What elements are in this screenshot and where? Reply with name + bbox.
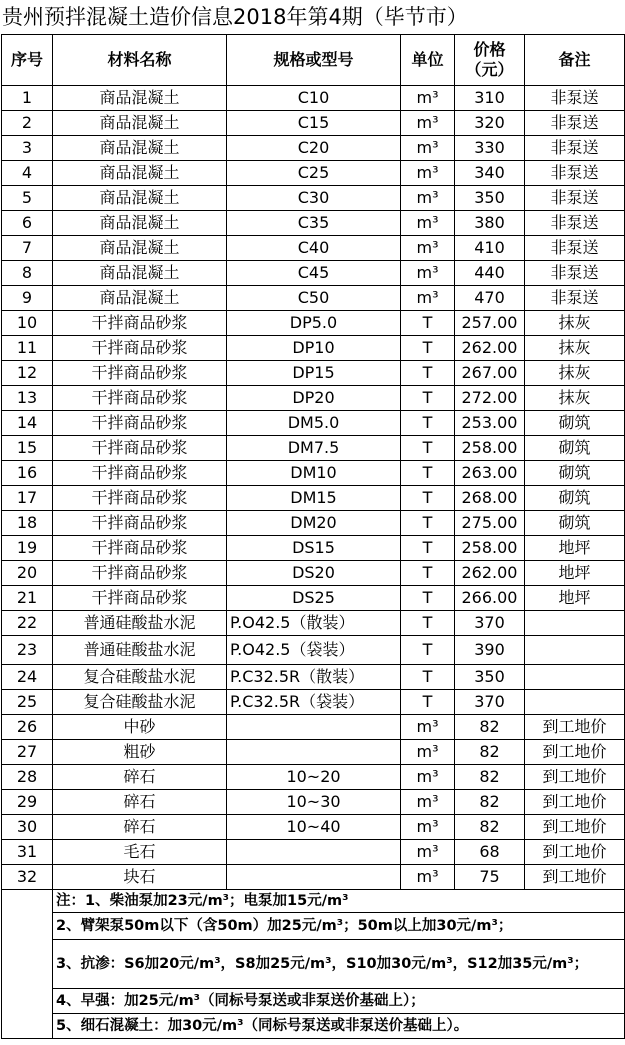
cell-price: 268.00 [455, 486, 525, 511]
cell-remark [525, 636, 625, 665]
cell-material-name: 干拌商品砂浆 [53, 336, 227, 361]
cell-no: 25 [2, 690, 53, 715]
cell-unit: m³ [401, 286, 455, 311]
cell-spec: DM10 [227, 461, 401, 486]
table-row [2, 311, 625, 336]
cell-price: 258.00 [455, 436, 525, 461]
cell-remark: 地坪 [525, 586, 625, 611]
cell-spec: P.C32.5R（袋装） [227, 690, 401, 715]
table-row [2, 136, 625, 161]
cell-unit: T [401, 486, 455, 511]
table-row [2, 561, 625, 586]
table-row [2, 111, 625, 136]
cell-price: 330 [455, 136, 525, 161]
cell-material-name: 干拌商品砂浆 [53, 511, 227, 536]
price-table [1, 34, 625, 1039]
table-row [2, 815, 625, 840]
cell-spec: DP10 [227, 336, 401, 361]
cell-material-name: 商品混凝土 [53, 86, 227, 111]
cell-material-name: 商品混凝土 [53, 186, 227, 211]
header-spec: 规格或型号 [227, 35, 401, 86]
notes-row [2, 940, 625, 989]
cell-price: 82 [455, 790, 525, 815]
cell-price: 68 [455, 840, 525, 865]
cell-spec [227, 840, 401, 865]
table-row [2, 261, 625, 286]
cell-material-name: 干拌商品砂浆 [53, 411, 227, 436]
cell-price: 370 [455, 611, 525, 636]
cell-unit: T [401, 611, 455, 636]
cell-spec: C10 [227, 86, 401, 111]
cell-remark: 到工地价 [525, 765, 625, 790]
header-price: 价格（元） [455, 35, 525, 86]
cell-no: 15 [2, 436, 53, 461]
cell-material-name: 商品混凝土 [53, 211, 227, 236]
cell-material-name: 干拌商品砂浆 [53, 486, 227, 511]
cell-remark: 非泵送 [525, 236, 625, 261]
note-4: 4、早强：加25元/m³（同标号泵送或非泵送价基础上）； [53, 989, 625, 1014]
cell-material-name: 普通硅酸盐水泥 [53, 611, 227, 636]
cell-remark: 地坪 [525, 561, 625, 586]
cell-unit: T [401, 436, 455, 461]
cell-material-name: 商品混凝土 [53, 111, 227, 136]
cell-spec [227, 715, 401, 740]
table-row [2, 86, 625, 111]
cell-spec: 10~20 [227, 765, 401, 790]
notes-gutter [2, 890, 53, 1039]
cell-no: 9 [2, 286, 53, 311]
cell-material-name: 干拌商品砂浆 [53, 436, 227, 461]
cell-price: 82 [455, 815, 525, 840]
cell-unit: T [401, 636, 455, 665]
cell-spec: C45 [227, 261, 401, 286]
table-row [2, 740, 625, 765]
cell-material-name: 复合硅酸盐水泥 [53, 665, 227, 690]
cell-no: 4 [2, 161, 53, 186]
cell-spec: DS25 [227, 586, 401, 611]
cell-price: 310 [455, 86, 525, 111]
table-row [2, 536, 625, 561]
cell-spec: C30 [227, 186, 401, 211]
cell-material-name: 干拌商品砂浆 [53, 586, 227, 611]
cell-price: 340 [455, 161, 525, 186]
cell-spec: DM15 [227, 486, 401, 511]
cell-remark: 非泵送 [525, 186, 625, 211]
table-row [2, 236, 625, 261]
table-row [2, 790, 625, 815]
table-row [2, 636, 625, 665]
cell-price: 253.00 [455, 411, 525, 436]
notes-body [2, 890, 625, 1039]
cell-unit: T [401, 461, 455, 486]
note-1: 注：1、柴油泵加23元/m³；电泵加15元/m³ [53, 890, 625, 913]
cell-spec: P.C32.5R（散装） [227, 665, 401, 690]
cell-no: 11 [2, 336, 53, 361]
sheet-title: 贵州预拌混凝土造价信息2018年第4期（毕节市） [2, 5, 468, 29]
notes-row [2, 890, 625, 913]
table-row [2, 690, 625, 715]
cell-remark: 非泵送 [525, 211, 625, 236]
cell-material-name: 干拌商品砂浆 [53, 311, 227, 336]
cell-unit: T [401, 586, 455, 611]
cell-unit: T [401, 561, 455, 586]
cell-remark [525, 690, 625, 715]
cell-remark: 到工地价 [525, 715, 625, 740]
cell-price: 380 [455, 211, 525, 236]
cell-remark: 到工地价 [525, 790, 625, 815]
cell-spec: C15 [227, 111, 401, 136]
cell-unit: m³ [401, 186, 455, 211]
table-row [2, 411, 625, 436]
cell-price: 82 [455, 740, 525, 765]
cell-no: 7 [2, 236, 53, 261]
cell-price: 275.00 [455, 511, 525, 536]
cell-no: 26 [2, 715, 53, 740]
table-row [2, 665, 625, 690]
cell-no: 1 [2, 86, 53, 111]
cell-remark: 到工地价 [525, 840, 625, 865]
cell-spec: DM7.5 [227, 436, 401, 461]
cell-material-name: 毛石 [53, 840, 227, 865]
cell-material-name: 商品混凝土 [53, 286, 227, 311]
cell-price: 410 [455, 236, 525, 261]
cell-remark: 非泵送 [525, 111, 625, 136]
cell-remark: 到工地价 [525, 865, 625, 890]
cell-spec [227, 740, 401, 765]
cell-unit: m³ [401, 815, 455, 840]
cell-remark: 抹灰 [525, 361, 625, 386]
cell-price: 262.00 [455, 336, 525, 361]
cell-unit: m³ [401, 715, 455, 740]
cell-remark: 砌筑 [525, 411, 625, 436]
table-row [2, 386, 625, 411]
cell-no: 17 [2, 486, 53, 511]
table-row [2, 211, 625, 236]
cell-material-name: 复合硅酸盐水泥 [53, 690, 227, 715]
cell-material-name: 碎石 [53, 815, 227, 840]
cell-material-name: 碎石 [53, 765, 227, 790]
cell-unit: T [401, 386, 455, 411]
cell-unit: m³ [401, 865, 455, 890]
cell-no: 23 [2, 636, 53, 665]
cell-material-name: 干拌商品砂浆 [53, 386, 227, 411]
table-row [2, 286, 625, 311]
table-row [2, 436, 625, 461]
notes-row [2, 1014, 625, 1039]
cell-unit: m³ [401, 236, 455, 261]
table-row [2, 765, 625, 790]
table-row [2, 361, 625, 386]
cell-material-name: 商品混凝土 [53, 236, 227, 261]
table-row [2, 715, 625, 740]
cell-remark: 非泵送 [525, 261, 625, 286]
table-row [2, 840, 625, 865]
cell-no: 20 [2, 561, 53, 586]
cell-no: 30 [2, 815, 53, 840]
cell-remark: 非泵送 [525, 136, 625, 161]
cell-no: 3 [2, 136, 53, 161]
table-row [2, 611, 625, 636]
cell-no: 24 [2, 665, 53, 690]
cell-no: 14 [2, 411, 53, 436]
cell-price: 267.00 [455, 361, 525, 386]
cell-no: 21 [2, 586, 53, 611]
cell-price: 82 [455, 715, 525, 740]
cell-material-name: 商品混凝土 [53, 136, 227, 161]
cell-remark: 砌筑 [525, 511, 625, 536]
cell-remark: 砌筑 [525, 436, 625, 461]
cell-material-name: 干拌商品砂浆 [53, 361, 227, 386]
cell-remark [525, 611, 625, 636]
cell-unit: m³ [401, 161, 455, 186]
cell-unit: T [401, 511, 455, 536]
cell-unit: T [401, 536, 455, 561]
cell-unit: T [401, 336, 455, 361]
cell-spec: C40 [227, 236, 401, 261]
cell-spec: DP20 [227, 386, 401, 411]
cell-no: 27 [2, 740, 53, 765]
cell-spec: DP5.0 [227, 311, 401, 336]
cell-no: 22 [2, 611, 53, 636]
cell-no: 31 [2, 840, 53, 865]
cell-material-name: 粗砂 [53, 740, 227, 765]
header-no: 序号 [2, 35, 53, 86]
cell-price: 350 [455, 186, 525, 211]
cell-no: 28 [2, 765, 53, 790]
cell-no: 13 [2, 386, 53, 411]
header-name: 材料名称 [53, 35, 227, 86]
cell-remark: 非泵送 [525, 86, 625, 111]
cell-no: 6 [2, 211, 53, 236]
cell-spec: P.O42.5（袋装） [227, 636, 401, 665]
cell-spec: 10~30 [227, 790, 401, 815]
cell-price: 262.00 [455, 561, 525, 586]
cell-unit: m³ [401, 261, 455, 286]
cell-price: 272.00 [455, 386, 525, 411]
cell-price: 440 [455, 261, 525, 286]
cell-spec: DM20 [227, 511, 401, 536]
cell-material-name: 商品混凝土 [53, 161, 227, 186]
table-row [2, 511, 625, 536]
cell-remark: 到工地价 [525, 740, 625, 765]
cell-price: 82 [455, 765, 525, 790]
cell-no: 5 [2, 186, 53, 211]
cell-material-name: 块石 [53, 865, 227, 890]
cell-material-name: 干拌商品砂浆 [53, 561, 227, 586]
cell-spec: 10~40 [227, 815, 401, 840]
cell-remark: 砌筑 [525, 461, 625, 486]
note-2: 2、臂架泵50m以下（含50m）加25元/m³；50m以上加30元/m³； [53, 913, 625, 940]
cell-remark: 抹灰 [525, 386, 625, 411]
cell-unit: m³ [401, 111, 455, 136]
cell-unit: T [401, 311, 455, 336]
cell-spec [227, 865, 401, 890]
cell-no: 19 [2, 536, 53, 561]
cell-remark: 非泵送 [525, 161, 625, 186]
cell-unit: m³ [401, 86, 455, 111]
cell-unit: T [401, 665, 455, 690]
cell-price: 75 [455, 865, 525, 890]
cell-unit: T [401, 361, 455, 386]
cell-price: 320 [455, 111, 525, 136]
cell-remark [525, 665, 625, 690]
cell-unit: m³ [401, 740, 455, 765]
cell-price: 257.00 [455, 311, 525, 336]
table-row [2, 586, 625, 611]
cell-material-name: 干拌商品砂浆 [53, 536, 227, 561]
cell-price: 370 [455, 690, 525, 715]
cell-spec: P.O42.5（散装） [227, 611, 401, 636]
cell-price: 263.00 [455, 461, 525, 486]
notes-row [2, 913, 625, 940]
cell-unit: T [401, 411, 455, 436]
cell-remark: 砌筑 [525, 486, 625, 511]
cell-unit: m³ [401, 840, 455, 865]
cell-material-name: 干拌商品砂浆 [53, 461, 227, 486]
cell-no: 8 [2, 261, 53, 286]
cell-material-name: 中砂 [53, 715, 227, 740]
table-row [2, 161, 625, 186]
cell-no: 18 [2, 511, 53, 536]
table-row [2, 186, 625, 211]
cell-price: 470 [455, 286, 525, 311]
cell-spec: C20 [227, 136, 401, 161]
cell-no: 10 [2, 311, 53, 336]
header-row [2, 35, 625, 86]
note-5: 5、细石混凝土：加30元/m³（同标号泵送或非泵送价基础上）。 [53, 1014, 625, 1039]
table-row [2, 865, 625, 890]
cell-no: 12 [2, 361, 53, 386]
cell-unit: m³ [401, 765, 455, 790]
cell-no: 32 [2, 865, 53, 890]
cell-no: 16 [2, 461, 53, 486]
cell-unit: m³ [401, 211, 455, 236]
table-row [2, 461, 625, 486]
note-3: 3、抗渗：S6加20元/m³，S8加25元/m³，S10加30元/m³，S12加35元/m³； [53, 940, 625, 989]
cell-price: 350 [455, 665, 525, 690]
cell-remark: 地坪 [525, 536, 625, 561]
cell-material-name: 普通硅酸盐水泥 [53, 636, 227, 665]
cell-spec: DS20 [227, 561, 401, 586]
table-row [2, 486, 625, 511]
cell-material-name: 碎石 [53, 790, 227, 815]
cell-remark: 非泵送 [525, 286, 625, 311]
cell-spec: DP15 [227, 361, 401, 386]
cell-price: 266.00 [455, 586, 525, 611]
cell-no: 29 [2, 790, 53, 815]
cell-unit: m³ [401, 136, 455, 161]
cell-remark: 抹灰 [525, 311, 625, 336]
cell-spec: DM5.0 [227, 411, 401, 436]
cell-price: 390 [455, 636, 525, 665]
cell-spec: DS15 [227, 536, 401, 561]
cell-spec: C35 [227, 211, 401, 236]
cell-unit: m³ [401, 790, 455, 815]
cell-remark: 抹灰 [525, 336, 625, 361]
table-row [2, 336, 625, 361]
cell-remark: 到工地价 [525, 815, 625, 840]
cell-material-name: 商品混凝土 [53, 261, 227, 286]
cell-price: 258.00 [455, 536, 525, 561]
cell-spec: C50 [227, 286, 401, 311]
header-unit: 单位 [401, 35, 455, 86]
cell-spec: C25 [227, 161, 401, 186]
header-remark: 备注 [525, 35, 625, 86]
cell-unit: T [401, 690, 455, 715]
table-body [2, 86, 625, 890]
cell-no: 2 [2, 111, 53, 136]
notes-row [2, 989, 625, 1014]
